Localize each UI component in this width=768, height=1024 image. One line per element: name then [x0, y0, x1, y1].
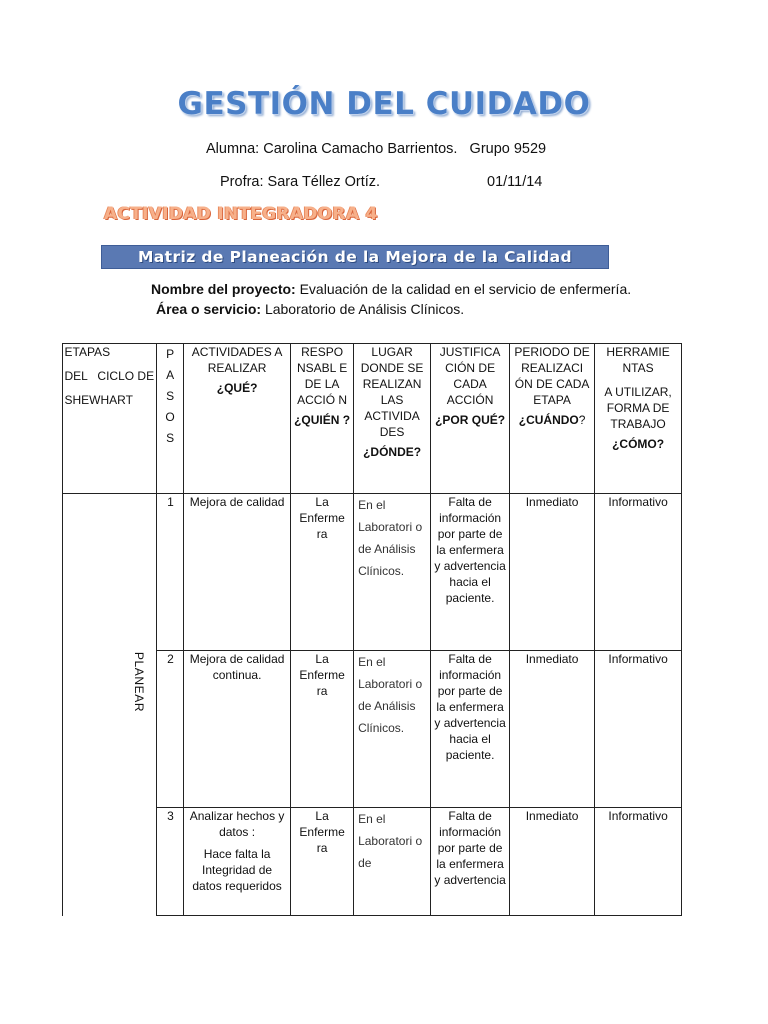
row-periodo: Inmediato — [510, 808, 595, 916]
date: 01/11/14 — [487, 174, 543, 190]
row-lugar: En el Laboratori o de Análisis Clínicos. — [354, 494, 431, 651]
header-lugar — [354, 344, 431, 494]
stage-label-planear: PLANEAR — [132, 651, 147, 713]
project-name — [151, 281, 631, 297]
header-pasos-letter: S — [166, 389, 175, 403]
row-actividad: Mejora de calidad — [184, 494, 291, 651]
project-name-value: Evaluación de la calidad en el servicio de enfermería. — [299, 281, 632, 297]
header-herramientas-sub: A UTILIZAR, FORMA DE TRABAJO — [604, 385, 672, 431]
stage-cell — [63, 494, 157, 916]
header-responsable-question: ¿QUIÉN ? — [294, 413, 351, 427]
header-herramientas-question: ¿CÓMO? — [612, 437, 665, 451]
teacher-line: Profra: Sara Téllez Ortíz. — [220, 174, 381, 190]
header-lugar-label: LUGAR DONDE SE REALIZAN LAS ACTIVIDA DES — [360, 345, 424, 439]
row-herramienta: Informativo — [595, 494, 682, 651]
header-herramientas — [595, 344, 682, 494]
header-actividades-question: ¿QUÉ? — [216, 381, 258, 395]
header-pasos — [157, 344, 184, 494]
row-actividad: Mejora de calidad continua. — [184, 651, 291, 808]
project-name-label: Nombre del proyecto: — [151, 281, 296, 297]
header-etapas-shewhart: SHEWHART — [64, 393, 133, 407]
header-actividades-label: ACTIVIDADES A REALIZAR — [191, 345, 283, 375]
header-periodo — [510, 344, 595, 494]
header-periodo-question-mark: ? — [578, 413, 586, 427]
header-responsable — [291, 344, 354, 494]
row-herramienta: Informativo — [595, 651, 682, 808]
student-line: Alumna: Carolina Camacho Barrientos. Grupo 9529 — [206, 141, 547, 157]
quality-matrix-table — [62, 343, 682, 916]
row-paso: 1 — [157, 494, 184, 651]
row-justificacion: Falta de información por parte de la enfermera y advertencia hacia el paciente. — [431, 651, 510, 808]
header-justificacion-question: ¿POR QUÉ? — [435, 413, 506, 427]
table-row — [63, 494, 682, 651]
project-area-label: Área o servicio: — [156, 301, 262, 317]
table-header-row — [63, 344, 682, 494]
header-pasos-letter: P — [166, 347, 175, 361]
project-area-value: Laboratorio de Análisis Clínicos. — [264, 301, 465, 317]
header-etapas — [63, 344, 157, 494]
document-title: GESTIÓN DEL CUIDADO — [177, 86, 591, 122]
row-justificacion: Falta de información por parte de la enfermera y advertencia hacia el paciente. — [431, 494, 510, 651]
header-etapas-ciclo: DEL CICLO DE — [64, 369, 155, 383]
row-actividad-text: Analizar hechos y datos : — [189, 809, 285, 839]
header-justificacion — [431, 344, 510, 494]
header-pasos-letter: A — [166, 368, 175, 382]
row-responsable: La Enferme ra — [291, 651, 354, 808]
row-lugar: En el Laboratori o de Análisis Clínicos. — [354, 651, 431, 808]
header-periodo-label: PERIODO DE REALIZACI ÓN DE CADA ETAPA — [514, 345, 590, 407]
row-justificacion: Falta de información por parte de la enfermera y advertencia — [431, 808, 510, 916]
header-pasos-letter: S — [166, 431, 175, 445]
header-pasos-letter: O — [165, 410, 175, 424]
matrix-banner-text: Matriz de Planeación de la Mejora de la Calidad — [137, 248, 573, 266]
row-periodo: Inmediato — [510, 494, 595, 651]
header-lugar-question: ¿DÓNDE? — [363, 445, 422, 459]
activity-heading: ACTIVIDAD INTEGRADORA 4 — [104, 204, 378, 224]
row-lugar: En el Laboratori o de — [354, 808, 431, 916]
row-periodo: Inmediato — [510, 651, 595, 808]
row-paso: 2 — [157, 651, 184, 808]
header-responsable-label: RESPO NSABL E DE LA ACCIÓ N — [296, 345, 348, 407]
row-herramienta: Informativo — [595, 808, 682, 916]
row-actividad-extra: Hace falta la Integridad de datos requeridos — [192, 847, 282, 893]
project-area — [156, 301, 464, 317]
row-actividad — [184, 808, 291, 916]
header-herramientas-label: HERRAMIE NTAS — [606, 345, 670, 375]
header-actividades — [184, 344, 291, 494]
row-paso: 3 — [157, 808, 184, 916]
header-periodo-question: ¿CUÁNDO — [518, 413, 579, 427]
row-responsable: La Enferme ra — [291, 494, 354, 651]
header-etapas-label: ETAPAS — [64, 345, 111, 359]
matrix-banner — [101, 245, 609, 269]
row-responsable: La Enferme ra — [291, 808, 354, 916]
header-justificacion-label: JUSTIFICA CIÓN DE CADA ACCIÓN — [439, 345, 501, 407]
